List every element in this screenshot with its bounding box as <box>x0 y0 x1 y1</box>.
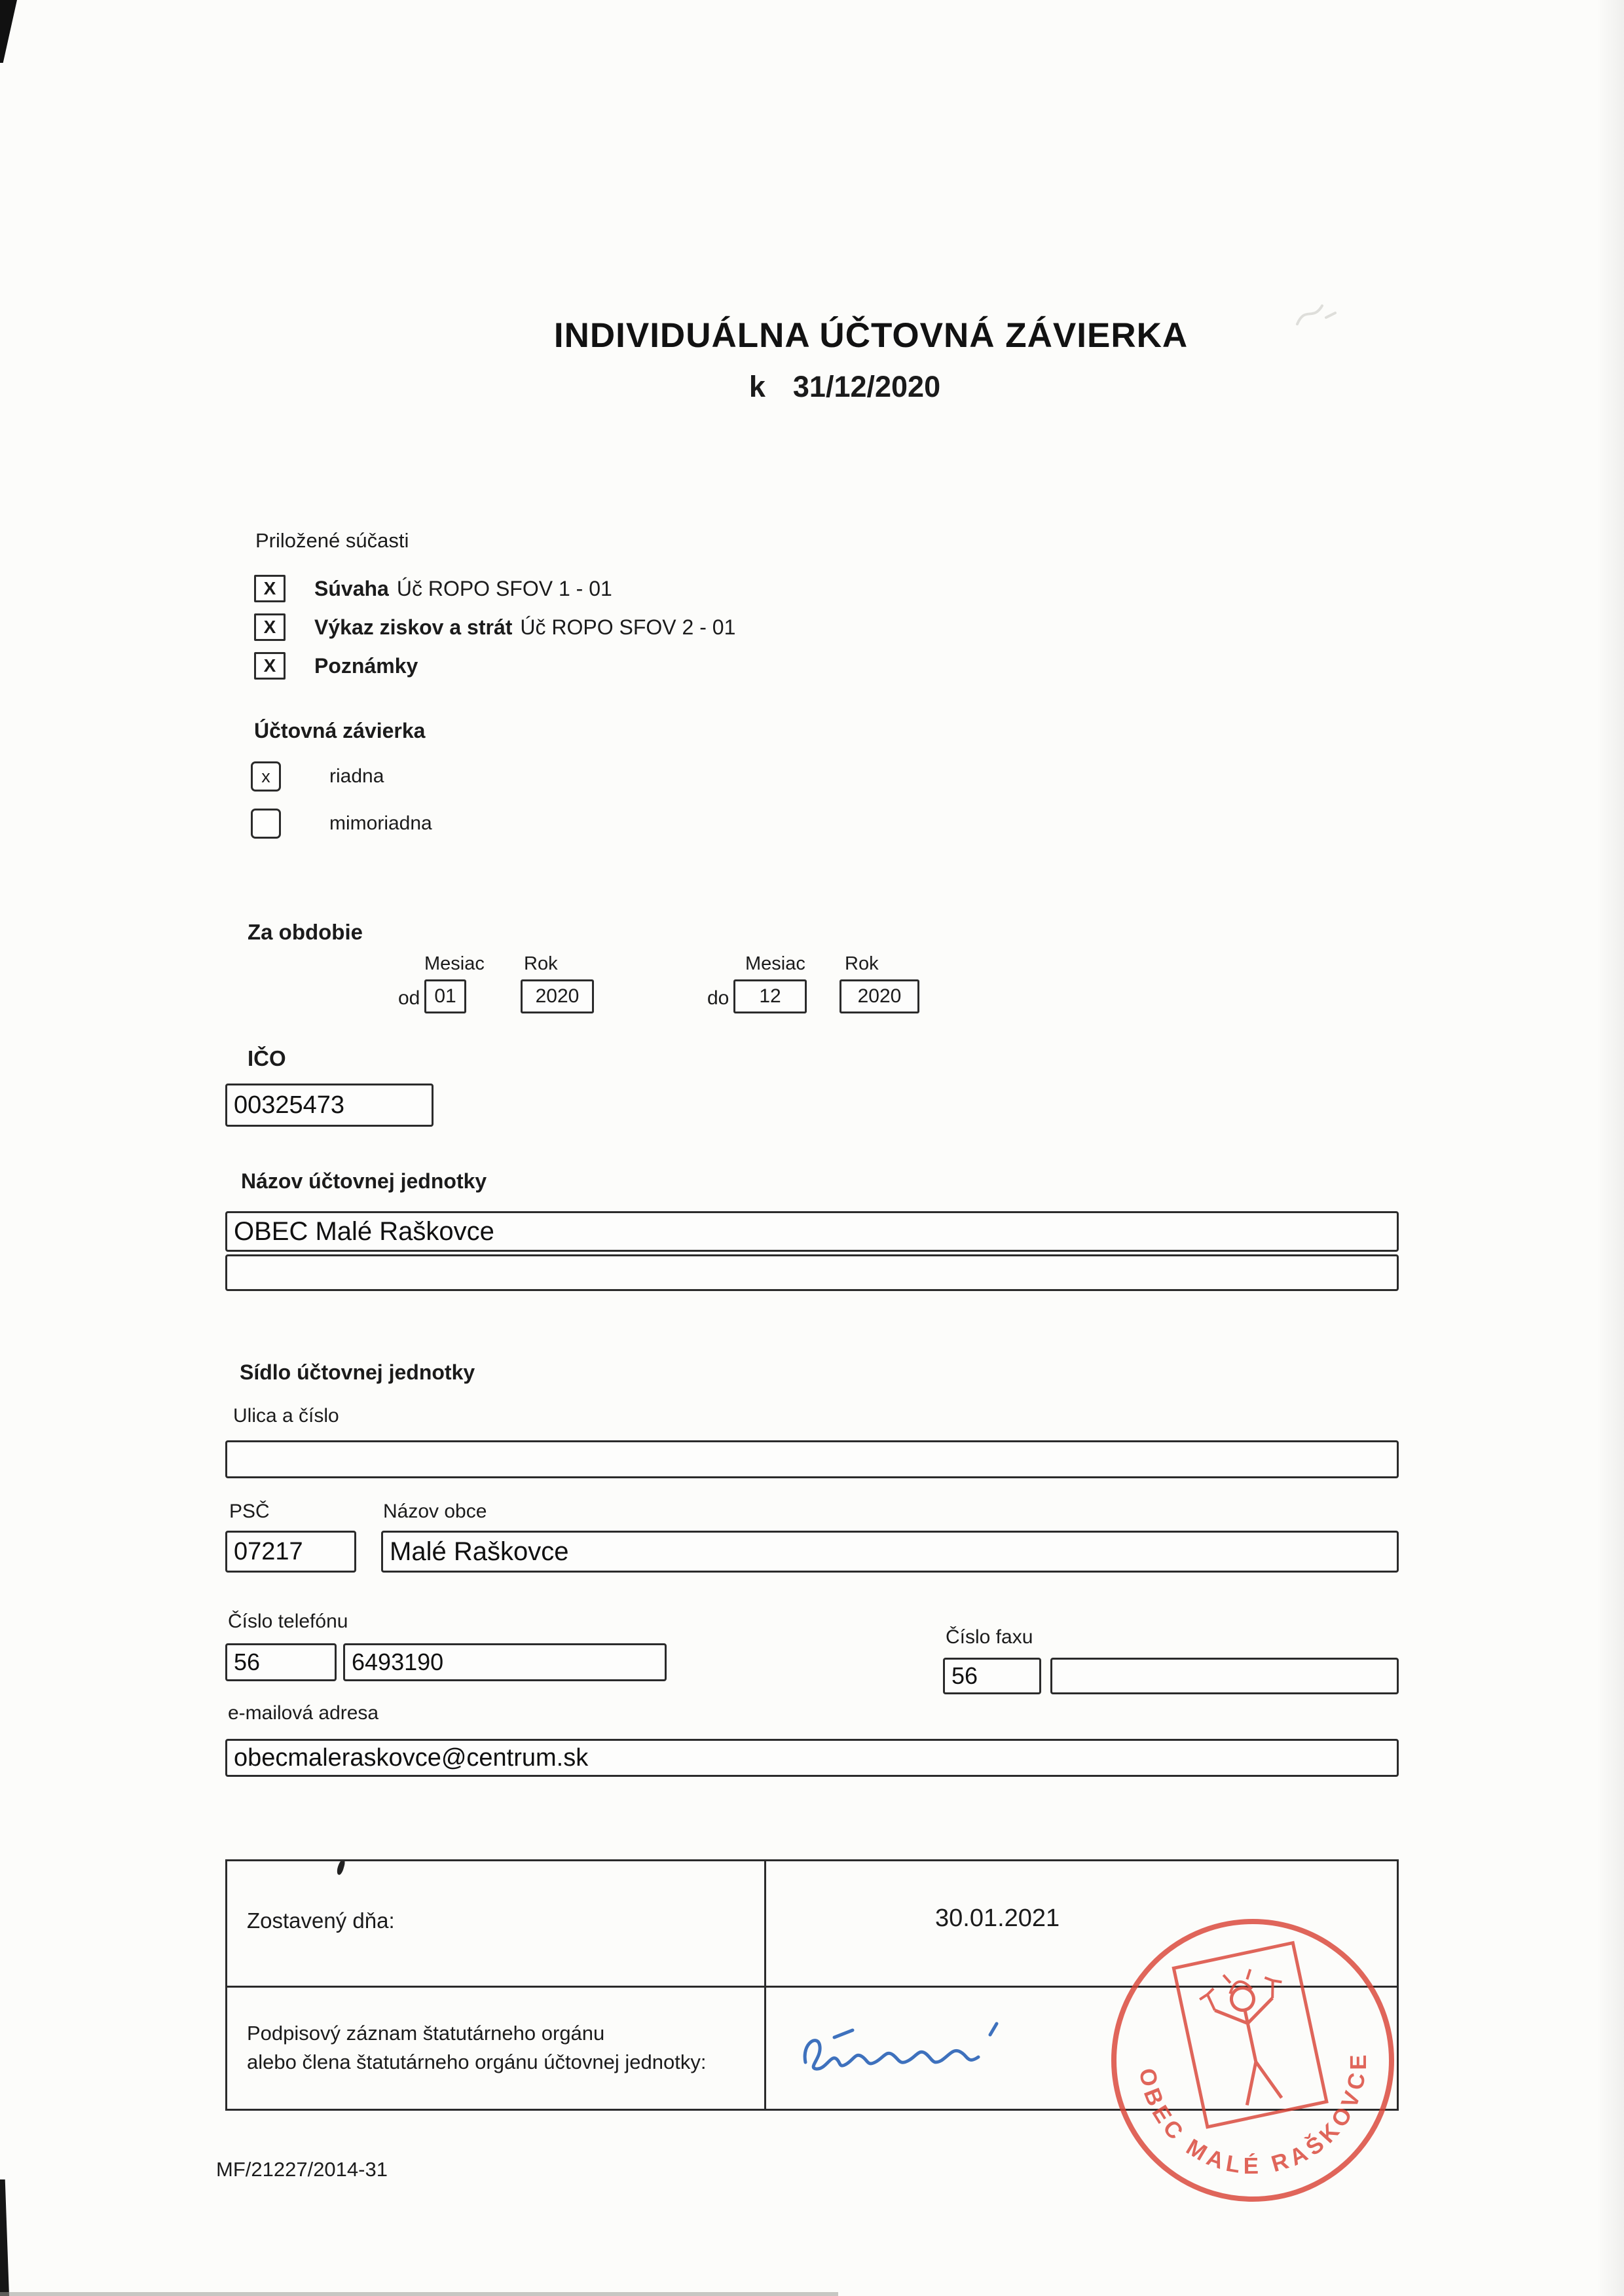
psc-label: PSČ <box>229 1501 270 1522</box>
od-rok-label: Rok <box>524 953 558 974</box>
attachments-heading: Priložené súčasti <box>255 529 409 552</box>
scan-artifact-top-left <box>0 0 17 63</box>
do-mesiac-field[interactable]: 12 <box>733 979 807 1013</box>
podpis-label-line1: Podpisový záznam štatutárneho orgánu <box>247 2022 605 2045</box>
od-mesiac-field[interactable]: 01 <box>424 979 466 1013</box>
subtitle-date: 31/12/2020 <box>792 370 941 403</box>
checkbox-poznamky[interactable]: X <box>254 652 286 680</box>
title-block <box>0 316 1624 404</box>
obdobie-heading: Za obdobie <box>248 920 363 944</box>
tel-field[interactable]: 6493190 <box>343 1643 667 1681</box>
tel-prefix-field[interactable]: 56 <box>225 1643 337 1681</box>
ulica-field[interactable] <box>225 1440 1399 1478</box>
form-code-footer: MF/21227/2014-31 <box>216 2158 388 2181</box>
subtitle-prefix: k <box>748 370 766 403</box>
signature-handwriting <box>796 2016 1019 2085</box>
do-rok-field[interactable]: 2020 <box>840 979 919 1013</box>
scan-artifact-bottom-left <box>0 2179 9 2296</box>
attachment-label-suvaha: Súvaha Úč ROPO SFOV 1 - 01 <box>314 576 612 600</box>
fax-prefix-field[interactable]: 56 <box>943 1658 1041 1694</box>
do-rok-label: Rok <box>845 953 879 974</box>
attachment-row-vykaz <box>254 613 735 641</box>
ico-label: IČO <box>248 1046 286 1070</box>
ico-field[interactable]: 00325473 <box>225 1084 434 1127</box>
zostaveny-dna-label: Zostavený dňa: <box>247 1908 395 1933</box>
nazov-field-1[interactable]: OBEC Malé Raškovce <box>225 1211 1399 1252</box>
zostaveny-dna-cell <box>227 1861 764 1986</box>
podpis-label-line2: alebo člena štatutárneho orgánu účtovnej jednotky: <box>247 2050 707 2073</box>
fax-field[interactable] <box>1050 1658 1399 1694</box>
zavierka-label-mimoriadna: mimoriadna <box>329 812 432 834</box>
attachment-row-suvaha <box>254 575 612 602</box>
nazov-field-2[interactable] <box>225 1254 1399 1291</box>
zavierka-row-mimoriadna <box>251 809 432 839</box>
scan-artifact-bottom-edge <box>0 2292 838 2296</box>
attachment-label-poznamky: Poznámky <box>314 653 418 678</box>
attachment-row-poznamky <box>254 652 418 680</box>
od-rok-field[interactable]: 2020 <box>521 979 594 1013</box>
obec-field[interactable]: Malé Raškovce <box>381 1531 1399 1573</box>
checkbox-suvaha[interactable]: X <box>254 575 286 602</box>
checkbox-mimoriadna[interactable] <box>251 809 281 839</box>
sidlo-heading: Sídlo účtovnej jednotky <box>240 1360 475 1384</box>
fax-label: Číslo faxu <box>946 1626 1033 1648</box>
zostaveny-dna-value: 30.01.2021 <box>935 1904 1060 1932</box>
zavierka-label-riadna: riadna <box>329 765 384 787</box>
do-label: do <box>707 987 729 1009</box>
psc-field[interactable]: 07217 <box>225 1531 356 1573</box>
tel-label: Číslo telefónu <box>228 1611 348 1632</box>
checkbox-riadna[interactable]: x <box>251 761 281 792</box>
email-field[interactable]: obecmaleraskovce@centrum.sk <box>225 1739 1399 1777</box>
zavierka-row-riadna <box>251 761 384 792</box>
ulica-label: Ulica a číslo <box>233 1405 339 1427</box>
podpis-label-cell <box>227 1986 764 2109</box>
zavierka-heading: Účtovná závierka <box>254 719 426 742</box>
do-mesiac-label: Mesiac <box>745 953 805 974</box>
page-title: INDIVIDUÁLNA ÚČTOVNÁ ZÁVIERKA <box>553 316 1189 355</box>
page-subtitle <box>65 370 1624 404</box>
checkbox-vykaz[interactable]: X <box>254 613 286 641</box>
municipality-stamp <box>1086 1893 1419 2227</box>
email-label: e-mailová adresa <box>228 1702 379 1724</box>
od-mesiac-label: Mesiac <box>424 953 485 974</box>
stamp-text: OBEC MALÉ RAŠKOVCE <box>1134 2050 1372 2179</box>
nazov-label: Názov účtovnej jednotky <box>241 1169 487 1193</box>
od-label: od <box>398 987 420 1009</box>
obec-label: Názov obce <box>383 1501 487 1522</box>
attachment-label-vykaz: Výkaz ziskov a strát Úč ROPO SFOV 2 - 01 <box>314 615 736 639</box>
